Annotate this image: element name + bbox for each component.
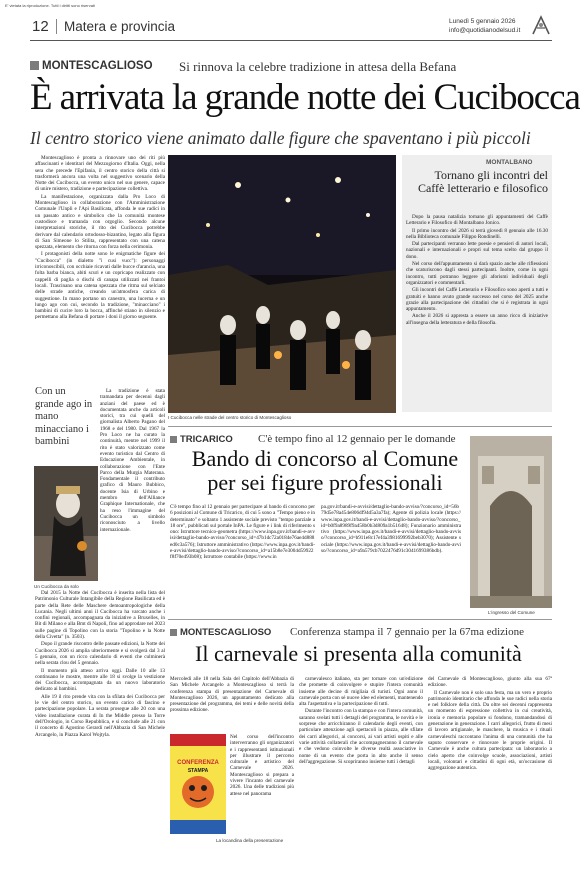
- lead-subtitle: Il centro storico viene animato dalle figure che spaventano i più piccoli: [30, 128, 531, 148]
- section-marker: [170, 436, 177, 443]
- lead-paragraph: Il momento più atteso arriva oggi. Dalle 10 alle 13 continuano le mostre, mentre alle 18 si svolge la vestizione dei Cucibocca, accompagnata da un nuovo laboratorio dedicato ai bambini.: [35, 667, 165, 693]
- carnevale-paragraph: del Carnevale di Montescaglioso, giunto alla sua 67ª edizione.: [428, 676, 552, 689]
- lead-paragraph: Dopo il grande riscontro delle passate edizioni, la Notte dei Cucibocca 2026 si amplia ulteriormente e si svolgerà dal 3 al 5 gennaio, con un ricco calendario di eventi che culminerà nella serata clou del 5 gennaio.: [35, 641, 165, 667]
- carnevale-paragraph: carnevalesco italiano, sta per tornare con un'edizione che promette di coinvolgere e stupire l'intera comunità insieme alle decine di migliaia di turisti. Ogni anno il carnevale porta con sé nuove idee ed elementi, mantenendo alta l'aspettativa e la partecipazione di tutti.: [299, 676, 423, 708]
- tricarico-col-2: pa.gov.it/bandi-e-avvisi/dettaglio-bando-avviso/?concorso_id=56b79d5e78a454e806df94d5a3a7fa); Agente di polizia locale (https://www.inpa.gov.it/bandi-e-avvisi/dettaglio-bando-avviso/?concorso_id=b0f9a8989f9a458b0b3d809a1b51648); Funzionario amministrativo (https://www.inpa.gov.it/bandi-e-avvisi/dettaglio-bando-avviso/?concorso_id=b911e8c17ef4a3981699992beb3070); Assistente sociale (https://www.inpa.gov.it/bandi-e-avvisi/dettaglio-bando-avviso/?concorso_id=a9a579cb7022476d91c3041699386bdb).: [321, 504, 461, 555]
- lead-paragraph: Montescaglioso è pronta a rinnovare uno dei riti più affascinanti e identitari del Mezzogiorno d'Italia. Oggi, nella sera che precede l'Epifania, il centro storico della città si trasformerà ancora una volta nel suggestivo scenario della Notte dei Cucibocca, un evento unico nel suo genere, capace di unire mistero, tradizione e partecipazione collettiva.: [35, 155, 165, 193]
- page-number: 12: [32, 18, 49, 35]
- sidebar-paragraph: Gli incontri del Caffè Letterario e Filosofico sono aperti a tutti e gratuiti e hanno avuto grande successo nel corso del 2025 anche grazie alla partecipazione dei cittadini che si è registrata in ogni appuntamento.: [406, 287, 548, 313]
- carnevale-kicker-sub: Conferenza stampa il 7 gennaio per la 67ma edizione: [290, 626, 524, 638]
- sidebar-title: Tornano gli incontri del Caffè letterario e filosofico: [417, 168, 548, 195]
- tricarico-kicker-label: TRICARICO: [180, 434, 233, 445]
- carnevale-kicker-label: MONTESCAGLIOSO: [180, 627, 272, 638]
- sidebar-kicker: MONTALBANO: [486, 159, 533, 166]
- lead-kicker-sub: Si rinnova la celebre tradizione in attesa della Befana: [179, 59, 457, 74]
- carnevale-paragraph: Il Carnevale non è solo una festa, ma un vero e proprio patrimonio identitario che affonda le sue radici nella storia e nel folklore della città. Da oltre sei decenni rappresenta un momento di espressione collettiva in cui creatività, ironia e memoria popolare si fondono, tramandandosi di generazione in generazione. I carri allegorici, frutto di mesi di lavoro artigianale, le maschere, la musica e i rituali carnevaleschi raccontano l'anima di una comunità che ha saputo conservare e rinnovare le proprie origini. Il Carnevale è anche cultura partecipata: un laboratorio a cielo aperto che coinvolge scuole, associazioni, artisti locali, volontari e cittadini di ogni età, un'occasione di aggregazione autentica.: [428, 689, 552, 772]
- newspaper-logo: [530, 14, 552, 36]
- tricarico-title-line: Bando di concorso al Comune: [191, 446, 459, 471]
- lead-paragraph: I protagonisti della notte sono le enigmatiche figure dei "Cucibocca" (in dialetto "i cusi vucc"): personaggi irriconoscibili, con occhiaie ricavati dalle bucce d'arancia, una folta barba bianca, abiti scuri e un copricapo realizzato con cappelli di paglia o dischi di canapa utilizzati nei frantoi locali. Trascinano una catena spezzata che ritma sul selciato delle strade antiche, creando un'atmosfera carica di suggestione. In mano portano un canestro, una lucerna e un lungo ago con cui, secondo la tradizione, "minacciano" i bambini di cucire loro la bocca, affinché stiano in silenzio e permettano alla Befana di portare i doni il giorno seguente.: [35, 251, 165, 321]
- lead-kicker: [30, 60, 153, 72]
- poster-title: CONFERENZA: [177, 760, 219, 766]
- tricarico-rule: [168, 426, 552, 427]
- lead-paragraph: Dal 2015 la Notte dei Cucibocca è inserita nella lista del Patrimonio Culturale Intangibile della Regione Basilicata ed è parte della Rete delle Maschere demoantropologiche della Lucania. Negli ultimi anni il Cucibocca ha varcato anche i confini regionali, accompagnata da iniziative a Bruxelles, in Bit di Milano e alla Bmt di Napoli, fino ad approdare nel 2023 sulle pagine di Topolino con la storia "Topolino e la Notte della Civetta" (n. 3503).: [35, 590, 165, 641]
- street-photo-caption: I Cucibocca nelle strade del centro storico di Montescaglioso: [168, 415, 292, 420]
- contact-email: info@quotidianodelsud.it: [449, 27, 521, 34]
- sidebar-paragraph: Il primo incontro del 2026 si terrà giovedì 8 gennaio alle 16.30 nella Biblioteca comunale Filippo Rondinelli.: [406, 227, 548, 240]
- carnevale-poster: [170, 734, 226, 834]
- sidebar-paragraph: Anche il 2026 si appresta a essere un anno ricco di iniziative all'insegna della letteratura e della filosofia.: [406, 313, 548, 326]
- tricarico-col-1: C'è tempo fino al 12 gennaio per partecipare al bando di concorso per 6 posizioni al Comune di Tricarico, di cui 5 sono a "Tempo pieno e indeterminato" e soltanto 1 assistente sociale previsto "tempo parziale a 18 ore", pubblicati sul portale InPA. Le figure e i link di riferimento sono: Istruttore tecnico-geometra (https://www.inpa.gov.it/bandi-e-avvisi/dettaglio-bando-avviso/?concorso_id=47b1dc72a0184e76ae4d888ed0c3a576); Istruttore amministrativo (https://www.inpa.gov.it/bandi-e-avvisi/dettaglio-bando-avviso/?concorso_id=a15b8e7e3004d59922f8f70e493b08); Istruttore contabile (https://www.in: [170, 504, 315, 561]
- tricarico-kicker-sub: C'è tempo fino al 12 gennaio per le domande: [258, 433, 456, 445]
- lead-kicker-label: MONTESCAGLIOSO: [42, 60, 153, 72]
- cucibocca-photo: [34, 466, 98, 581]
- lead-paragraph: Alle 19 il rito prende vita con la sfilata dei Cucibocca per le vie del centro storico, un evento carico di fascino e partecipazione popolare. La serata prosegue alle 20 con una video installazione curata di In the Middle presso la Torre dell'Orologio, in Corso Repubblica, e si conclude alle 21 con il concerto di Agostino Gerardi nell'Abbazia di San Michele Arcangelo, in Piazza Karol Wojtyla.: [35, 693, 165, 738]
- sidebar-paragraph: Dopo la pausa natalizia tornano gli appuntamenti del Caffè Letterario e Filosofico di Montalbano Jonico.: [406, 214, 548, 227]
- issue-date: Lunedì 5 gennaio 2026: [449, 18, 516, 25]
- lead-headline: È arrivata la grande notte dei Cucibocca: [30, 77, 580, 118]
- lead-col-1c: [35, 590, 165, 846]
- lead-col-1b: [100, 388, 165, 581]
- lead-paragraph: La tradizione è stata tramandata per decenni dagli anziani del paese ed è documentata anche da articoli storici, tra cui quelli del giornalista Alberto Pagano del 1968 e del 1980. Dal 1967 la Pro Loco ne ha curato la continuità, mentre nel 1999 il rito è stato valorizzato come evento turistico dal Centro di Educazione Ambientale, in collaborazione con l'Ente Parco della Murgia Materana. Fondamentale il contributo grafico di Mauro Bubbico, docente Isia di Urbino e membro dell'Alliance Graphique Internationale, che ha reso l'immagine del Cucibocca un simbolo riconosciuto a livello internazionale.: [100, 388, 165, 533]
- tricarico-headline: [170, 447, 480, 495]
- poster-sub: STAMPA: [187, 768, 209, 774]
- cucibocca-street-photo: [168, 155, 396, 413]
- lead-col-1: [35, 155, 165, 385]
- section-marker: [170, 629, 177, 636]
- section-marker: [30, 61, 39, 70]
- sidebar-paragraph: Dal partecipanti verranno lette poesie e pensieri di autori locali, nazionali e internazionali e propri sul tema scelto dal gruppo il dono.: [406, 241, 548, 260]
- poster-caption: La locandina della presentazione: [216, 838, 284, 843]
- copyright-note: E' vietata la riproduzione. Tutti i diritti sono riservati: [5, 3, 95, 8]
- carnevale-paragraph: Durante l'incontro con la stampa e con l'intera comunità, saranno svelati tutti i dettagli del programma, le novità e le sorprese che arricchiranno il calendario degli eventi, con particolare attenzione agli spettacoli in piazza, alle sfilate dei carri allegorici, ai concorsi, ai vari artisti ospiti e alle varie attività collaterali che accompagneranno il carnevale e che vedono coinvolte le diverse realtà associative in nome di un evento che porta in alto anche il senso dell'aggregazione. Si scopriranno insieme tutti i dettagli: [299, 708, 423, 765]
- lead-paragraph: La manifestazione, organizzata dalla Pro Loco di Montescaglioso in collaborazione con l'Amministrazione Comunale l'Unpli e l'Api Basilicata, affonda le sue radici in un passato antico e simbolico che la comunità montese custodisce e tramanda con orgoglio. Secondo alcune interpretazioni storiche, il rito dei Cucibocca potrebbe derivare dal calendario ortodosso-bizantino, legato alla figura di San Simeone lo Stilita, rappresentato con una catena spezzata, elemento che ritorna con forza nella cerimonia.: [35, 193, 165, 251]
- comune-photo: [470, 436, 552, 608]
- tricarico-kicker: [170, 434, 233, 445]
- sidebar-paragraph: Nel corso dell'appuntamento sì darà spazio anche alle riflessioni che scaturiscono dagli stessi partecipanti. Inoltre, come in ogni incontro, tutti potranno leggere gli aforismi individuali degli organizzatori e commentarli.: [406, 261, 548, 286]
- pullquote: Con un grande ago in mano minacciano i bambini: [35, 386, 93, 447]
- carnevale-col-2: [299, 676, 423, 836]
- carnevale-headline: Il carnevale si presenta alla comunità: [195, 641, 522, 666]
- masthead-rule: [30, 40, 552, 41]
- tricarico-title-line: per sei figure professionali: [207, 470, 443, 495]
- small-photo-caption: Un Cucibocca da solo: [34, 584, 79, 589]
- carnevale-kicker: [170, 627, 271, 638]
- carnevale-col-1b: Nel corso dell'incontro interverranno gli organizzatori e i rappresentanti istituzionali per illustrare il percorso culturale e artistico del Carnevale 2026. Montescaglioso si prepara a vivere l'incanto del carnevale 2026. Una delle tradizioni più attese nel panorama: [230, 734, 294, 797]
- carnevale-col-1: Mercoledì alle 18 nella Sala del Capitolo dell'Abbazia di San Michele Arcangelo a Montescaglioso si terrà la conferenza stampa di presentazione del Carnevale di Montescaglioso 2026, un appuntamento dedicato alla presentazione del programma, dei temi e delle novità della prossima edizione.: [170, 676, 294, 714]
- section-name: Matera e provincia: [64, 19, 176, 34]
- sidebar-body: [406, 214, 548, 410]
- masthead-divider: [56, 19, 57, 34]
- carnevale-col-3: [428, 676, 552, 836]
- comune-photo-caption: L'ingresso del Comune: [488, 610, 535, 615]
- carnevale-rule: [168, 619, 552, 620]
